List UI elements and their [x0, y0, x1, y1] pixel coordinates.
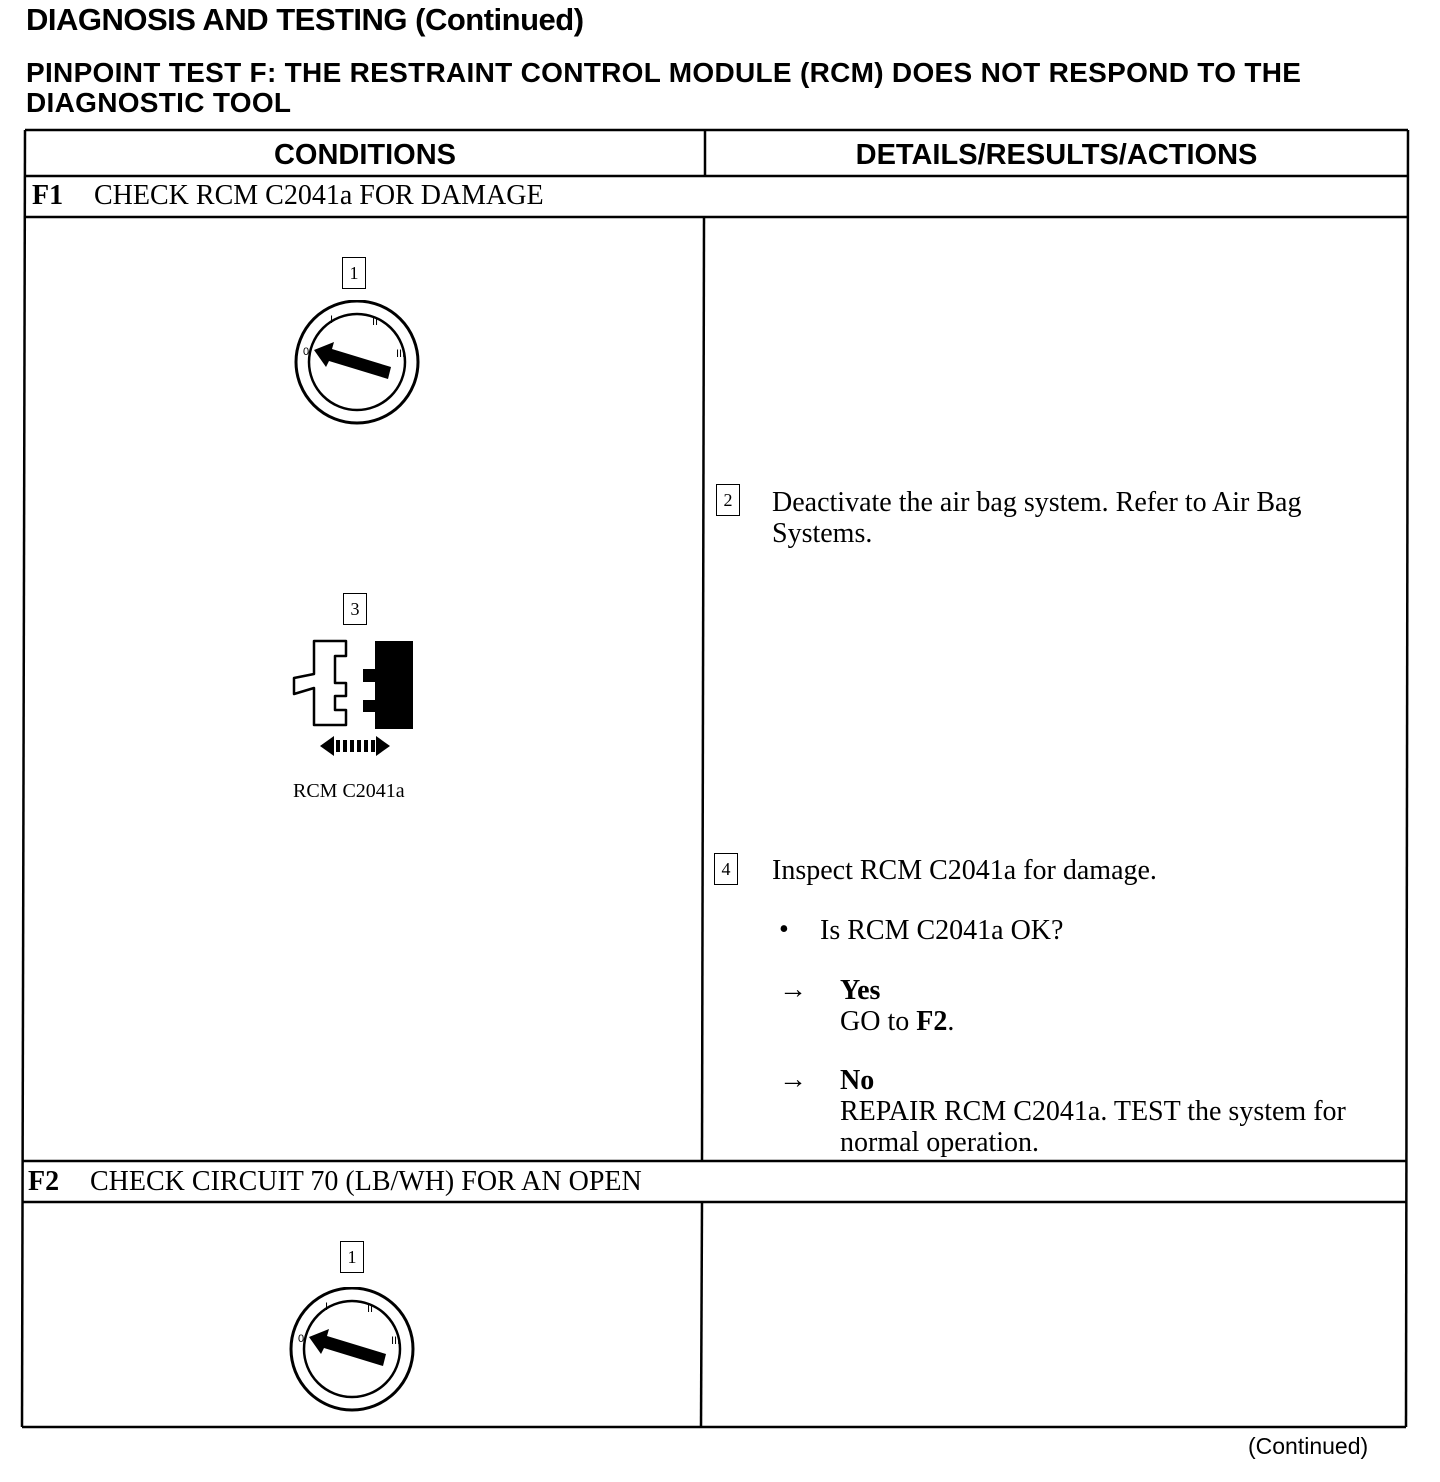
yes-arrow-icon: → [779, 974, 807, 1005]
figure-3-number: 3 [343, 593, 367, 625]
step-2-text: Deactivate the air bag system. Refer to Air Bag Systems. [772, 487, 1302, 549]
no-label: No [840, 1065, 875, 1096]
details-header: DETAILS/RESULTS/ACTIONS [855, 139, 1258, 171]
yes-label: Yes [840, 975, 881, 1006]
ignition-switch-icon [287, 1287, 417, 1417]
pinpoint-test-title: PINPOINT TEST F: THE RESTRAINT CONTROL MODULE (RCM) DOES NOT RESPOND TO THE DIAGNOSTIC TOOL [26, 57, 1302, 118]
ignition-switch-icon [292, 300, 422, 430]
ignition-pos-1: I [330, 314, 334, 326]
yes-action-target[interactable]: F2 [916, 1006, 948, 1037]
yes-action-prefix: GO to [840, 1006, 910, 1037]
question-bullet: • [779, 914, 789, 945]
step-f1-id: F1 [32, 180, 64, 211]
figure-3-caption: RCM C2041a [293, 780, 405, 802]
ignition-pos-3: III [396, 348, 406, 360]
yes-action [840, 1006, 954, 1037]
ignition-pos-1: I [325, 1301, 329, 1313]
page-title: DIAGNOSIS AND TESTING (Continued) [26, 2, 584, 37]
step-f2-id: F2 [28, 1166, 60, 1197]
step-f1-header [32, 180, 544, 212]
ignition-pos-2: II [372, 316, 379, 328]
conditions-header: CONDITIONS [273, 139, 457, 171]
ignition-pos-0: 0 [298, 1333, 305, 1345]
step-4-text: Inspect RCM C2041a for damage. [772, 855, 1157, 886]
ignition-pos-3: III [391, 1335, 401, 1347]
step-4-number: 4 [714, 853, 738, 885]
ignition-pos-2: II [367, 1303, 374, 1315]
continued-footer: (Continued) [1248, 1433, 1369, 1459]
no-action: REPAIR RCM C2041a. TEST the system for normal operation. [840, 1096, 1346, 1158]
step-2-number: 2 [716, 484, 740, 516]
yes-action-suffix: . [947, 1006, 955, 1037]
step-f2-header [28, 1166, 642, 1198]
ignition-pos-0: 0 [303, 346, 310, 358]
step-f2-title: CHECK CIRCUIT 70 (LB/WH) FOR AN OPEN [90, 1166, 642, 1197]
question-text: Is RCM C2041a OK? [820, 915, 1064, 946]
step-f1-title: CHECK RCM C2041a FOR DAMAGE [94, 180, 544, 211]
f2-figure-1-number: 1 [340, 1241, 364, 1273]
no-arrow-icon: → [779, 1064, 807, 1095]
connector-icon [290, 638, 420, 763]
figure-1-number: 1 [342, 257, 366, 289]
